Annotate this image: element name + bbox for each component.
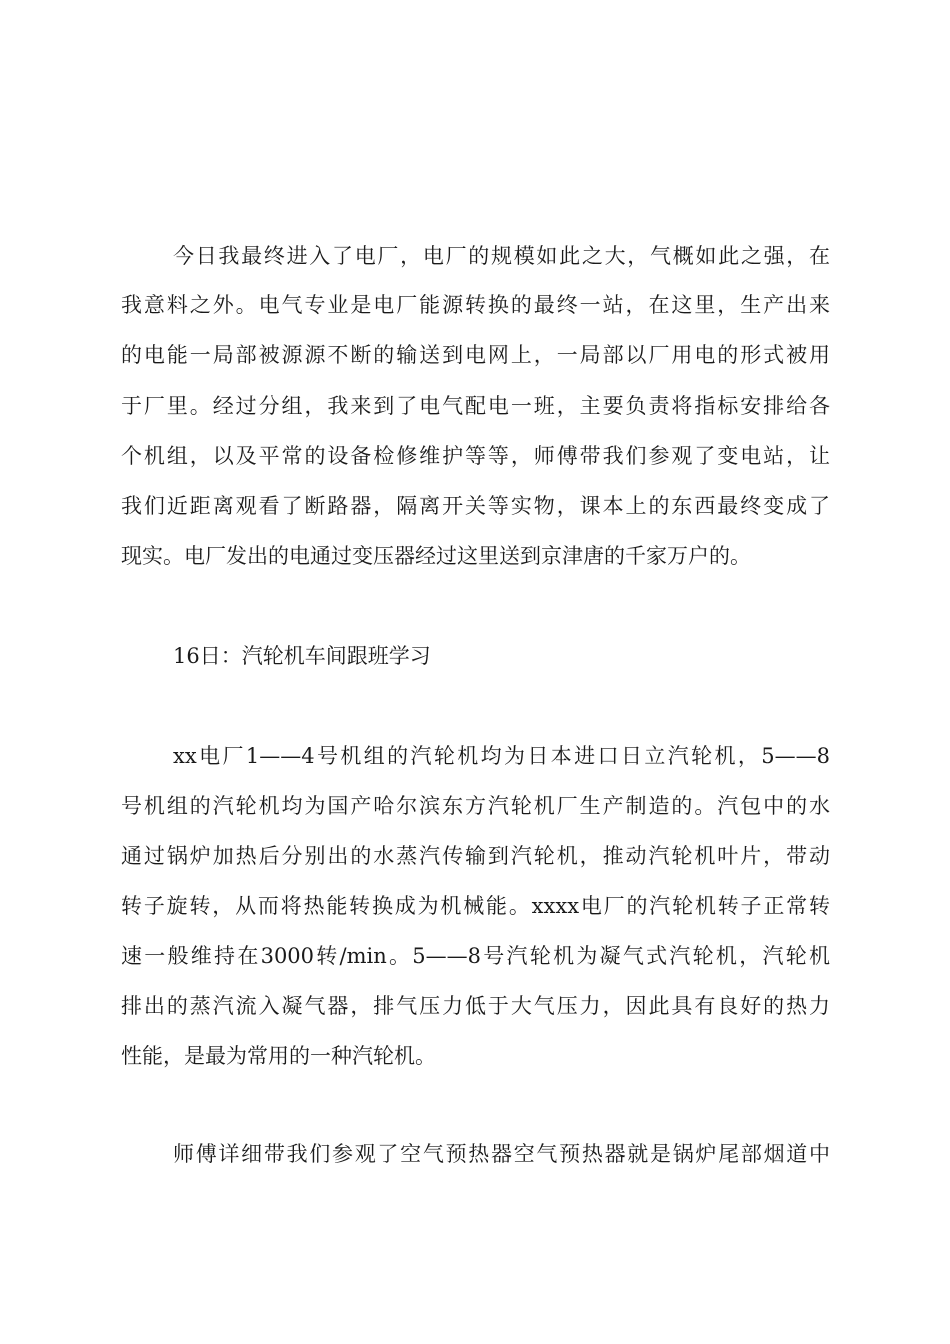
paragraph-1-line-2: 我意料之外。电气专业是电厂能源转换的最终一站，在这里，生产出来 (121, 293, 830, 317)
paragraph-2-line-4: 转子旋转，从而将热能转换成为机械能。xxxx电厂的汽轮机转子正常转 (121, 894, 830, 918)
paragraph-2-line-1: xx电厂1——4号机组的汽轮机均为日本进口日立汽轮机，5——8 (173, 744, 830, 768)
paragraph-2-line-3: 通过锅炉加热后分别出的水蒸汽传输到汽轮机，推动汽轮机叶片，带动 (121, 844, 830, 868)
paragraph-2-line-5: 速一般维持在3000转/min。5——8号汽轮机为凝气式汽轮机，汽轮机 (121, 944, 830, 968)
paragraph-2-line-6: 排出的蒸汽流入凝气器，排气压力低于大气压力，因此具有良好的热力 (121, 994, 830, 1018)
paragraph-1-line-7: 现实。电厂发出的电通过变压器经过这里送到京津唐的千家万户的。 (121, 544, 751, 568)
section-heading: 16日：汽轮机车间跟班学习 (173, 644, 431, 668)
paragraph-1-line-4: 于厂里。经过分组，我来到了电气配电一班，主要负责将指标安排给各 (121, 394, 830, 418)
paragraph-2-line-7: 性能，是最为常用的一种汽轮机。 (121, 1044, 436, 1068)
paragraph-1-line-3: 的电能一局部被源源不断的输送到电网上，一局部以厂用电的形式被用 (121, 343, 830, 367)
paragraph-3-line-1: 师傅详细带我们参观了空气预热器空气预热器就是锅炉尾部烟道中 (173, 1142, 830, 1166)
paragraph-2-line-2: 号机组的汽轮机均为国产哈尔滨东方汽轮机厂生产制造的。汽包中的水 (121, 794, 830, 818)
paragraph-1-line-5: 个机组，以及平常的设备检修维护等等，师傅带我们参观了变电站，让 (121, 444, 830, 468)
paragraph-1-line-6: 我们近距离观看了断路器，隔离开关等实物，课本上的东西最终变成了 (121, 494, 830, 518)
paragraph-1-line-1: 今日我最终进入了电厂，电厂的规模如此之大，气概如此之强，在 (173, 244, 830, 268)
